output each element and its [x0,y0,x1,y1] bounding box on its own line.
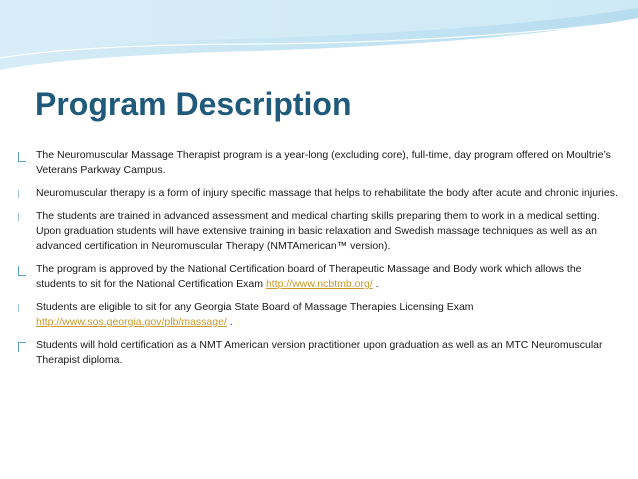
bullet-text: Students will hold certification as a NMT American version practitioner upon graduation as well as an MTC Neuromuscular Therapist diploma. [36,339,603,366]
bullet-text: Students are eligible to sit for any Georgia State Board of Massage Therapies Licensing Exam http://www.sos.georgia.gov/plb/massage/ . [36,301,474,328]
bullet-icon [18,304,26,312]
bullet-icon [18,213,26,221]
list-item [18,148,618,178]
bullet-text: Neuromuscular therapy is a form of injury specific massage that helps to rehabilitate the body after acute and chronic injuries. [36,187,618,199]
bullet-text: The Neuromuscular Massage Therapist program is a year-long (excluding core), full-time, day program offered on Moultrie’s Veterans Parkway Campus. [36,149,611,176]
ncbtmb-link[interactable]: http://www.ncbtmb.org/ [265,278,373,290]
georgia-massage-board-link[interactable]: http://www.sos.georgia.gov/plb/massage/ [36,316,227,328]
list-item [18,300,618,330]
bullet-icon [18,342,26,352]
bullet-text: The program is approved by the National Certification board of Therapeutic Massage and Body work which allows the students to sit for the National Certification Exam http://www.ncbtmb.org/ . [36,263,582,290]
bullet-text: The students are trained in advanced assessment and medical charting skills preparing them to work in a medical setting. Upon graduation students will have extensive training in basic relaxation and Swedish massage techniques as well as an advanced certification in Neuromuscular Therapy (NMTAmerican™ version). [36,210,600,252]
bullet-icon [18,190,26,198]
page-title: Program Description [35,86,352,122]
header-wave-decoration [0,0,638,90]
list-item [18,209,618,254]
bullet-icon [18,266,26,276]
bullet-list [18,148,618,368]
bullet-icon [18,152,26,162]
list-item [18,338,618,368]
list-item [18,186,618,201]
list-item [18,262,618,292]
